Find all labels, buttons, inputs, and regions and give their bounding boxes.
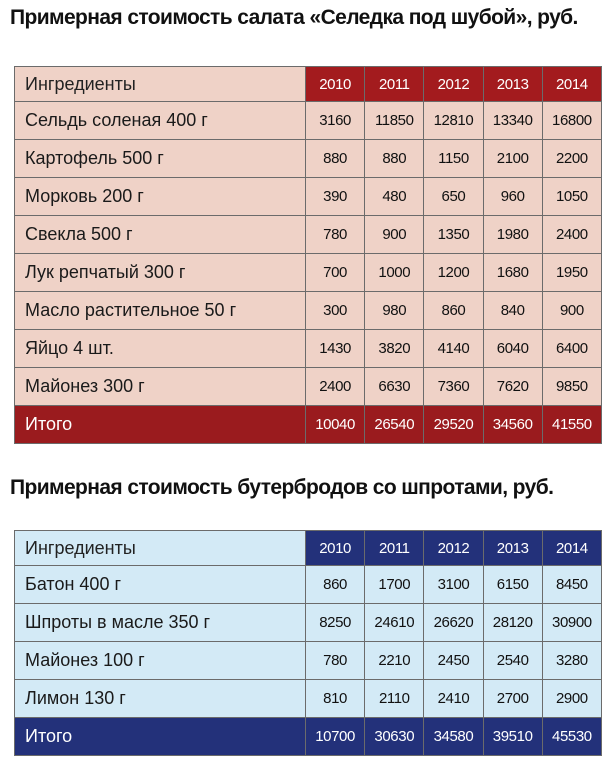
cost-cell: 880 <box>306 140 365 178</box>
cost-cell: 2450 <box>424 642 483 680</box>
cost-cell: 1680 <box>483 254 542 292</box>
cost-cell: 3100 <box>424 566 483 604</box>
cost-cell: 30900 <box>542 604 601 642</box>
cost-cell: 840 <box>483 292 542 330</box>
cost-cell: 810 <box>306 680 365 718</box>
total-cell: 26540 <box>365 406 424 444</box>
cost-cell: 12810 <box>424 102 483 140</box>
total-cell: 10700 <box>306 718 365 756</box>
cost-cell: 1950 <box>542 254 601 292</box>
ingredient-name: Майонез 300 г <box>15 368 306 406</box>
cost-cell: 6040 <box>483 330 542 368</box>
header-row <box>15 67 602 102</box>
cost-cell: 1700 <box>365 566 424 604</box>
total-label: Итого <box>15 718 306 756</box>
ingredient-name: Шпроты в масле 350 г <box>15 604 306 642</box>
salad-cost-table <box>14 66 602 444</box>
cost-cell: 2200 <box>542 140 601 178</box>
cost-cell: 7360 <box>424 368 483 406</box>
header-year: 2010 <box>306 67 365 102</box>
cost-cell: 16800 <box>542 102 601 140</box>
cost-cell: 1430 <box>306 330 365 368</box>
cost-cell: 980 <box>365 292 424 330</box>
cost-cell: 900 <box>542 292 601 330</box>
ingredient-name: Лук репчатый 300 г <box>15 254 306 292</box>
header-year: 2013 <box>483 67 542 102</box>
header-year: 2013 <box>483 531 542 566</box>
cost-cell: 780 <box>306 642 365 680</box>
header-ingredients: Ингредиенты <box>15 67 306 102</box>
total-row <box>15 718 602 756</box>
cost-cell: 24610 <box>365 604 424 642</box>
ingredient-name: Майонез 100 г <box>15 642 306 680</box>
cost-cell: 480 <box>365 178 424 216</box>
cost-cell: 1980 <box>483 216 542 254</box>
total-row <box>15 406 602 444</box>
cost-cell: 9850 <box>542 368 601 406</box>
sandwich-cost-table <box>14 530 602 756</box>
total-cell: 41550 <box>542 406 601 444</box>
cost-cell: 2700 <box>483 680 542 718</box>
header-year: 2012 <box>424 67 483 102</box>
cost-cell: 6150 <box>483 566 542 604</box>
table-row <box>15 330 602 368</box>
cost-cell: 2110 <box>365 680 424 718</box>
cost-cell: 3280 <box>542 642 601 680</box>
cost-cell: 2100 <box>483 140 542 178</box>
cost-cell: 300 <box>306 292 365 330</box>
cost-cell: 28120 <box>483 604 542 642</box>
cost-cell: 880 <box>365 140 424 178</box>
total-cell: 39510 <box>483 718 542 756</box>
ingredient-name: Сельдь соленая 400 г <box>15 102 306 140</box>
salad-table-title: Примерная стоимость салата «Селедка под шубой», руб. <box>10 6 578 29</box>
ingredient-name: Картофель 500 г <box>15 140 306 178</box>
cost-cell: 2900 <box>542 680 601 718</box>
total-cell: 34560 <box>483 406 542 444</box>
cost-cell: 1200 <box>424 254 483 292</box>
cost-cell: 2210 <box>365 642 424 680</box>
cost-cell: 8250 <box>306 604 365 642</box>
cost-cell: 4140 <box>424 330 483 368</box>
cost-cell: 860 <box>424 292 483 330</box>
cost-cell: 6400 <box>542 330 601 368</box>
cost-cell: 3160 <box>306 102 365 140</box>
cost-cell: 6630 <box>365 368 424 406</box>
table-row <box>15 140 602 178</box>
table-row <box>15 178 602 216</box>
cost-cell: 7620 <box>483 368 542 406</box>
header-year: 2014 <box>542 531 601 566</box>
table-row <box>15 680 602 718</box>
header-year: 2012 <box>424 531 483 566</box>
cost-cell: 26620 <box>424 604 483 642</box>
total-cell: 29520 <box>424 406 483 444</box>
table-row <box>15 254 602 292</box>
ingredient-name: Свекла 500 г <box>15 216 306 254</box>
cost-cell: 900 <box>365 216 424 254</box>
ingredient-name: Морковь 200 г <box>15 178 306 216</box>
total-cell: 45530 <box>542 718 601 756</box>
total-label: Итого <box>15 406 306 444</box>
cost-cell: 650 <box>424 178 483 216</box>
table-row <box>15 292 602 330</box>
ingredient-name: Масло растительное 50 г <box>15 292 306 330</box>
cost-cell: 8450 <box>542 566 601 604</box>
ingredient-name: Батон 400 г <box>15 566 306 604</box>
table-row <box>15 102 602 140</box>
cost-cell: 3820 <box>365 330 424 368</box>
cost-cell: 13340 <box>483 102 542 140</box>
cost-cell: 2540 <box>483 642 542 680</box>
sandwich-table-title: Примерная стоимость бутербродов со шпротами, руб. <box>10 476 554 499</box>
total-cell: 34580 <box>424 718 483 756</box>
ingredient-name: Лимон 130 г <box>15 680 306 718</box>
cost-cell: 860 <box>306 566 365 604</box>
cost-cell: 1350 <box>424 216 483 254</box>
header-row <box>15 531 602 566</box>
table-row <box>15 368 602 406</box>
header-year: 2010 <box>306 531 365 566</box>
cost-cell: 390 <box>306 178 365 216</box>
cost-cell: 1150 <box>424 140 483 178</box>
table-row <box>15 604 602 642</box>
header-year: 2011 <box>365 531 424 566</box>
cost-cell: 700 <box>306 254 365 292</box>
ingredient-name: Яйцо 4 шт. <box>15 330 306 368</box>
total-cell: 10040 <box>306 406 365 444</box>
cost-cell: 960 <box>483 178 542 216</box>
table-row <box>15 642 602 680</box>
header-ingredients: Ингредиенты <box>15 531 306 566</box>
cost-cell: 2410 <box>424 680 483 718</box>
cost-cell: 2400 <box>542 216 601 254</box>
cost-cell: 11850 <box>365 102 424 140</box>
cost-cell: 1000 <box>365 254 424 292</box>
header-year: 2014 <box>542 67 601 102</box>
cost-cell: 780 <box>306 216 365 254</box>
header-year: 2011 <box>365 67 424 102</box>
total-cell: 30630 <box>365 718 424 756</box>
table-row <box>15 216 602 254</box>
cost-cell: 1050 <box>542 178 601 216</box>
table-row <box>15 566 602 604</box>
cost-cell: 2400 <box>306 368 365 406</box>
